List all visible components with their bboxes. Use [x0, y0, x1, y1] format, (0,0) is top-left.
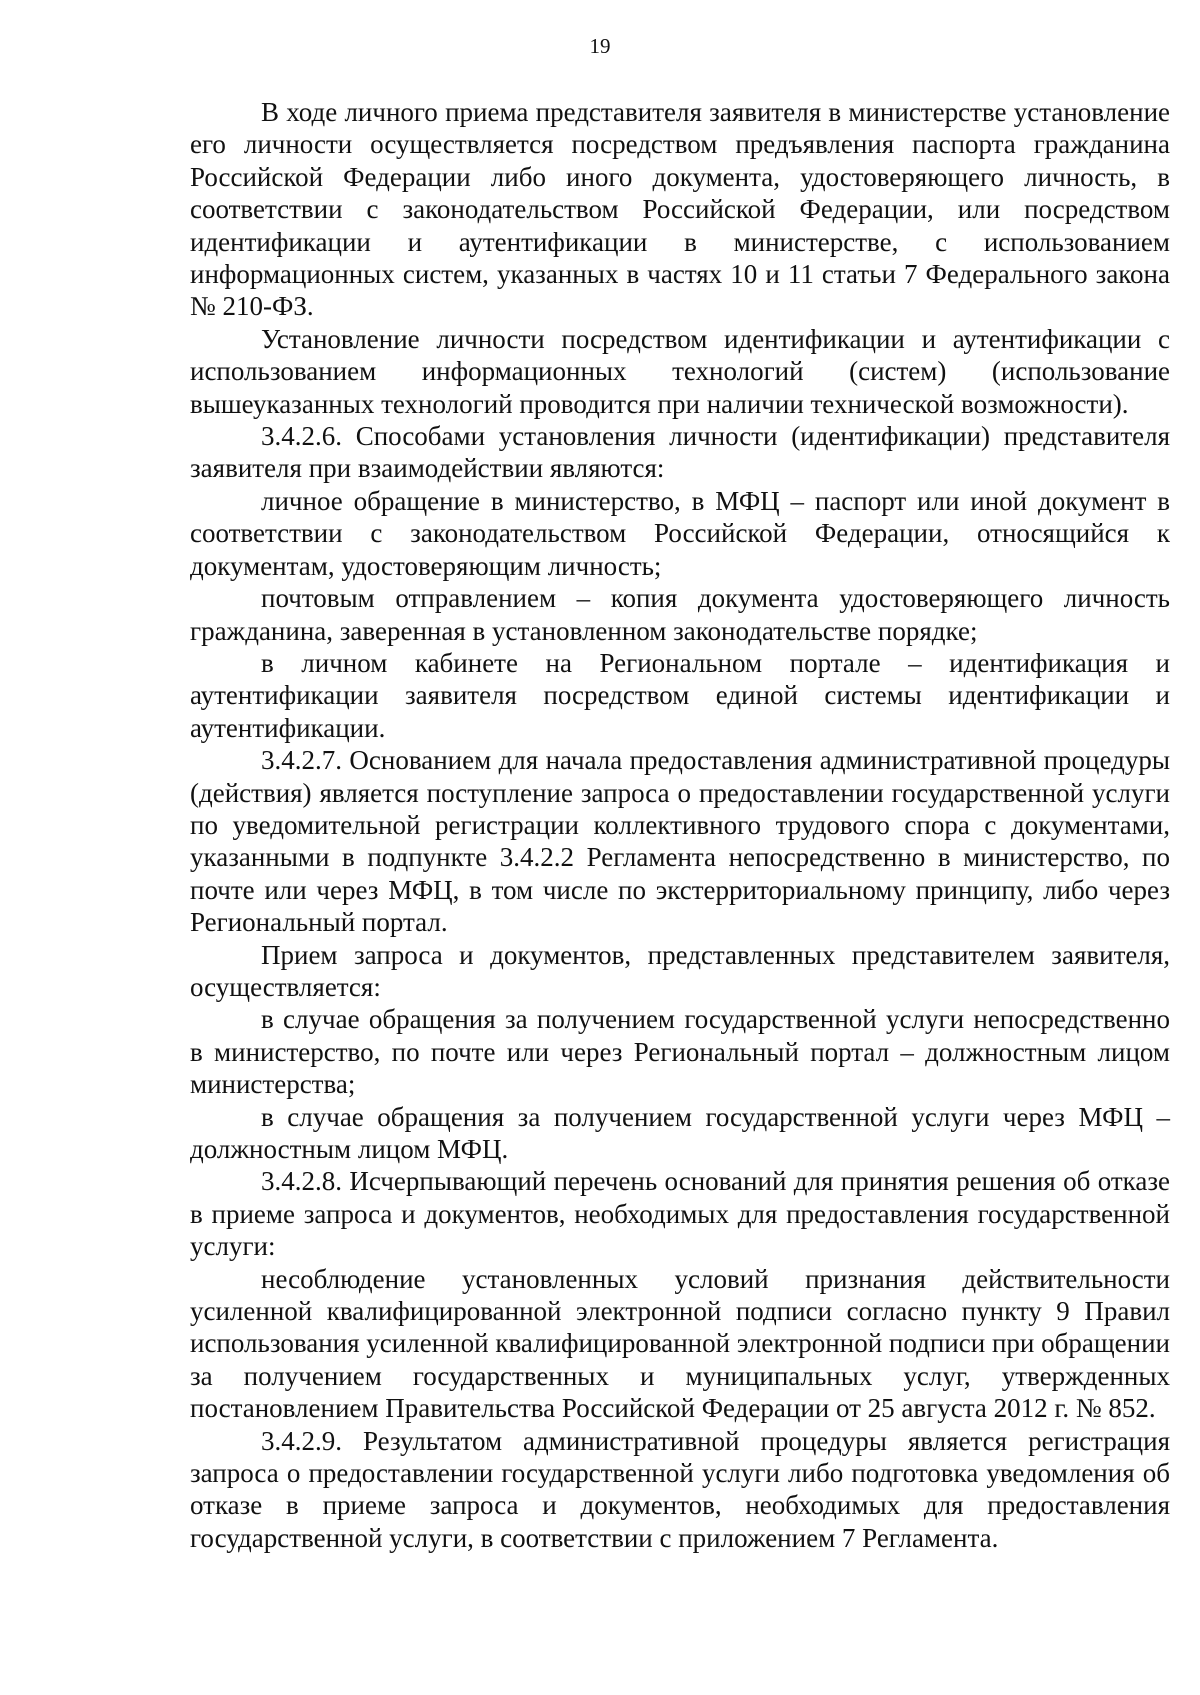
- page-number: 19: [589, 34, 611, 58]
- paragraph: в личном кабинете на Региональном портале – идентификация и аутентификации заявителя посредством единой системы идентификации и аутентификации.: [190, 647, 1170, 743]
- paragraph: 3.4.2.8. Исчерпывающий перечень оснований для принятия решения об отказе в приеме запроса и документов, необходимых для предоставления государственной услуги:: [190, 1166, 1170, 1262]
- paragraph: Прием запроса и документов, представленных представителем заявителя, осуществляется:: [190, 939, 1170, 1002]
- paragraph: 3.4.2.6. Способами установления личности (идентификации) представителя заявителя при взаимодействии являются:: [190, 421, 1170, 484]
- paragraph: Установление личности посредством идентификации и аутентификации с использованием информационных технологий (систем) (использование вышеуказанных технологий проводится при наличии технической возможности).: [190, 323, 1170, 419]
- paragraph: личное обращение в министерство, в МФЦ – паспорт или иной документ в соответствии с законодательством Российской Федерации, относящийся к документам, удостоверяющим личность;: [190, 485, 1170, 581]
- paragraph: в случае обращения за получением государственной услуги через МФЦ – должностным лицом МФЦ.: [190, 1101, 1170, 1164]
- paragraph: В ходе личного приема представителя заявителя в министерстве установление его личности осуществляется посредством предъявления паспорта гражданина Российской Федерации либо иного документа, удостоверяющего личность, в соответствии с законодательством Российской Федерации, или посредством идентификации и аутентификации в министерстве, с использованием информационных систем, указанных в частях 10 и 11 статьи 7 Федерального закона № 210-ФЗ.: [190, 97, 1170, 322]
- paragraph: 3.4.2.7. Основанием для начала предоставления административной процедуры (действия) является поступление запроса о предоставлении государственной услуги по уведомительной регистрации коллективного трудового спора с документами, указанными в подпункте 3.4.2.2 Регламента непосредственно в министерство, по почте или через МФЦ, в том числе по экстерриториальному принципу, либо через Региональный портал.: [190, 745, 1170, 938]
- paragraph: почтовым отправлением – копия документа удостоверяющего личность гражданина, заверенная в установленном законодательстве порядке;: [190, 583, 1170, 646]
- paragraph: в случае обращения за получением государственной услуги непосредственно в министерство, по почте или через Региональный портал – должностным лицом министерства;: [190, 1004, 1170, 1100]
- paragraph: 3.4.2.9. Результатом административной процедуры является регистрация запроса о предоставлении государственной услуги либо подготовка уведомления об отказе в приеме запроса и документов, необходимых для предоставления государственной услуги, в соответствии с приложением 7 Регламента.: [190, 1425, 1170, 1553]
- paragraph: несоблюдение установленных условий признания действительности усиленной квалифицированной электронной подписи согласно пункту 9 Правил использования усиленной квалифицированной электронной подписи при обращении за получением государственных и муниципальных услуг, утвержденных постановлением Правительства Российской Федерации от 25 августа 2012 г. № 852.: [190, 1263, 1170, 1424]
- document-body: [190, 96, 1170, 1554]
